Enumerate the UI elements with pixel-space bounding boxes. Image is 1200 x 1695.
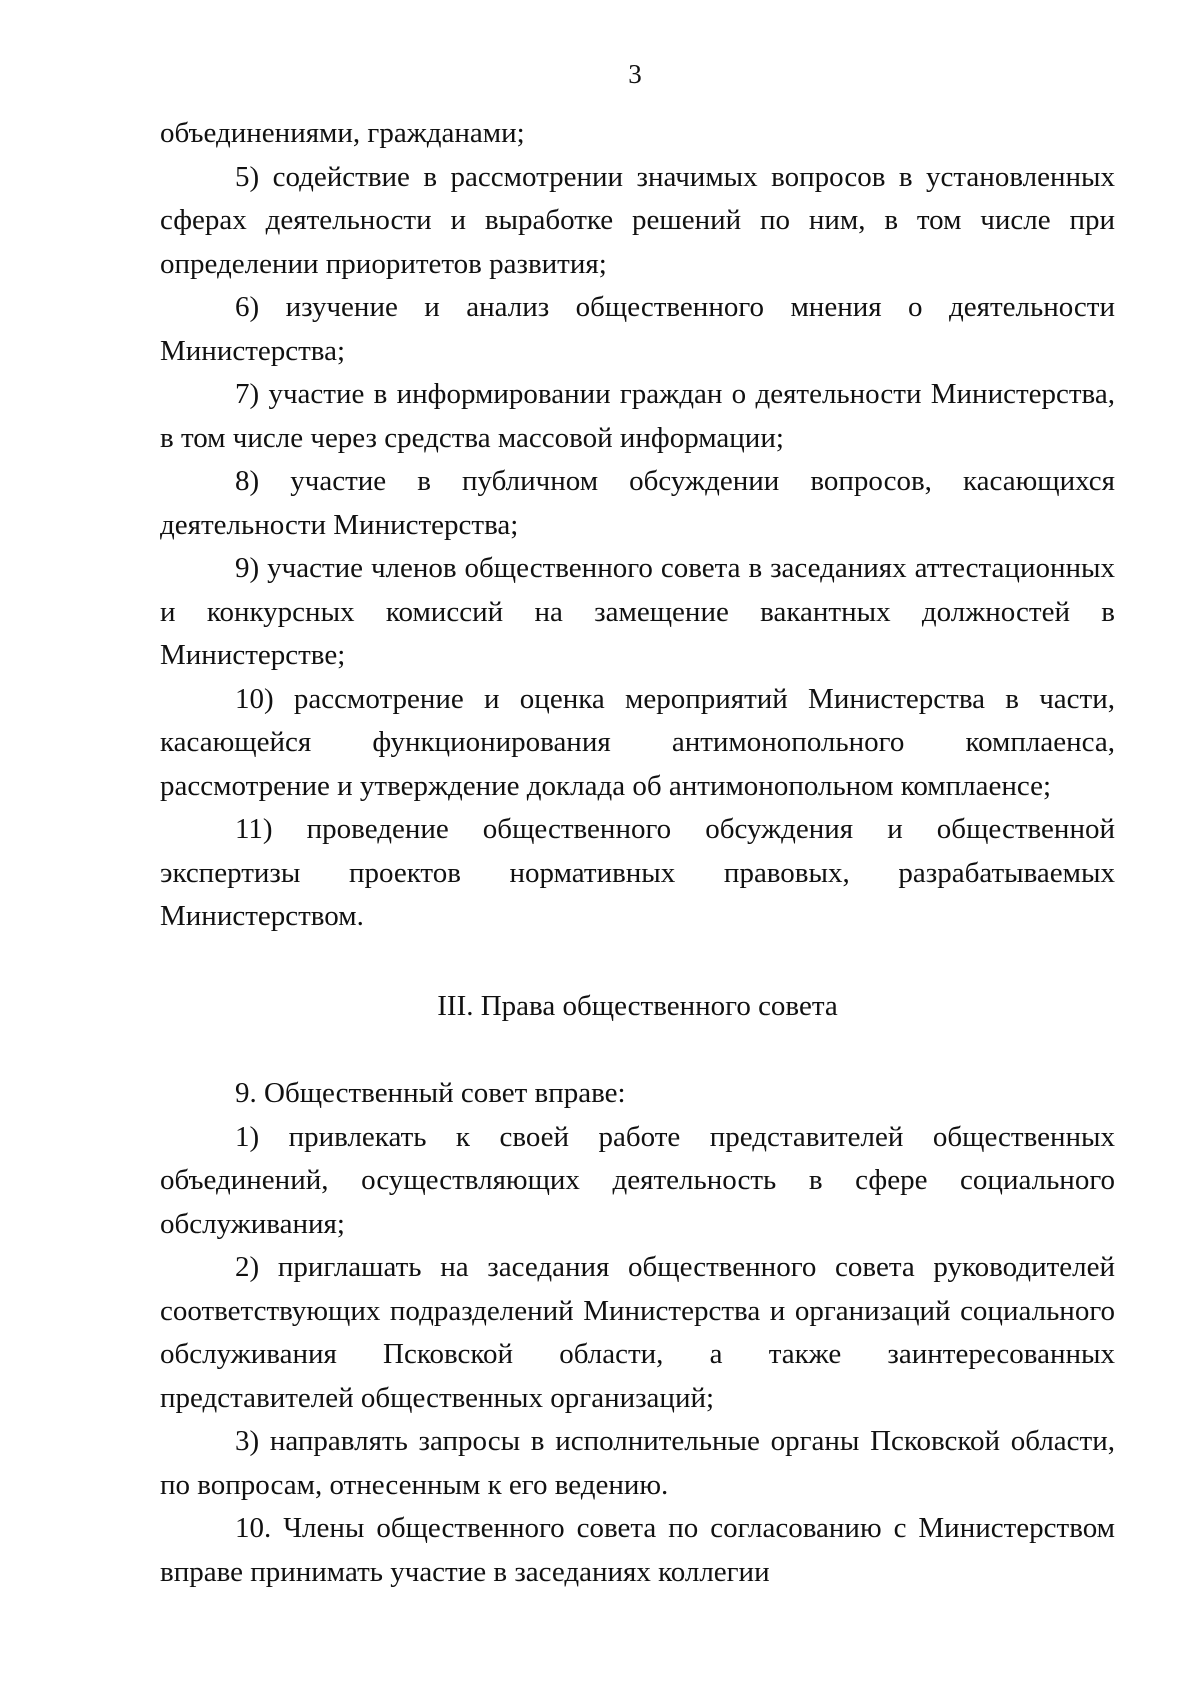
page-number: 3	[628, 59, 642, 89]
paragraph-clause-10: 10. Члены общественного совета по согласованию с Министерством вправе принимать участие в заседаниях коллегии	[160, 1512, 1115, 1588]
paragraph-continuation: объединениями, гражданами;	[160, 117, 525, 149]
paragraph-right-3: 3) направлять запросы в исполнительные органы Псковской области, по вопросам, отнесенным к его ведению.	[160, 1425, 1115, 1501]
paragraph-item-9: 9) участие членов общественного совета в заседаниях аттестационных и конкурсных комиссий на замещение вакантных должностей в Министерстве;	[160, 552, 1115, 671]
paragraph-item-5: 5) содействие в рассмотрении значимых вопросов в установленных сферах деятельности и выработке решений по ним, в том числе при определении приоритетов развития;	[160, 160, 1115, 280]
document-body	[160, 112, 1115, 1594]
paragraph-clause-9: 9. Общественный совет вправе:	[235, 1077, 626, 1109]
paragraph-right-2: 2) приглашать на заседания общественного совета руководителей соответствующих подразделений Министерства и организаций социального обслуживания Псковской области, а также заинтересованных представителей общественных организаций;	[160, 1251, 1115, 1414]
section-heading: III. Права общественного совета	[437, 989, 838, 1022]
paragraph-item-11: 11) проведение общественного обсуждения и общественной экспертизы проектов нормативных правовых, разрабатываемых Министерством.	[160, 813, 1115, 932]
paragraph-item-7: 7) участие в информировании граждан о деятельности Министерства, в том числе через средства массовой информации;	[160, 378, 1115, 454]
paragraph-item-6: 6) изучение и анализ общественного мнения о деятельности Министерства;	[160, 291, 1115, 367]
paragraph-item-10: 10) рассмотрение и оценка мероприятий Министерства в части, касающейся функционирования антимонопольного комплаенса, рассмотрение и утверждение доклада об антимонопольном комплаенсе;	[160, 682, 1115, 802]
paragraph-item-8: 8) участие в публичном обсуждении вопросов, касающихся деятельности Министерства;	[160, 465, 1115, 541]
paragraph-right-1: 1) привлекать к своей работе представителей общественных объединений, осуществляющих деятельность в сфере социального обслуживания;	[160, 1120, 1115, 1240]
